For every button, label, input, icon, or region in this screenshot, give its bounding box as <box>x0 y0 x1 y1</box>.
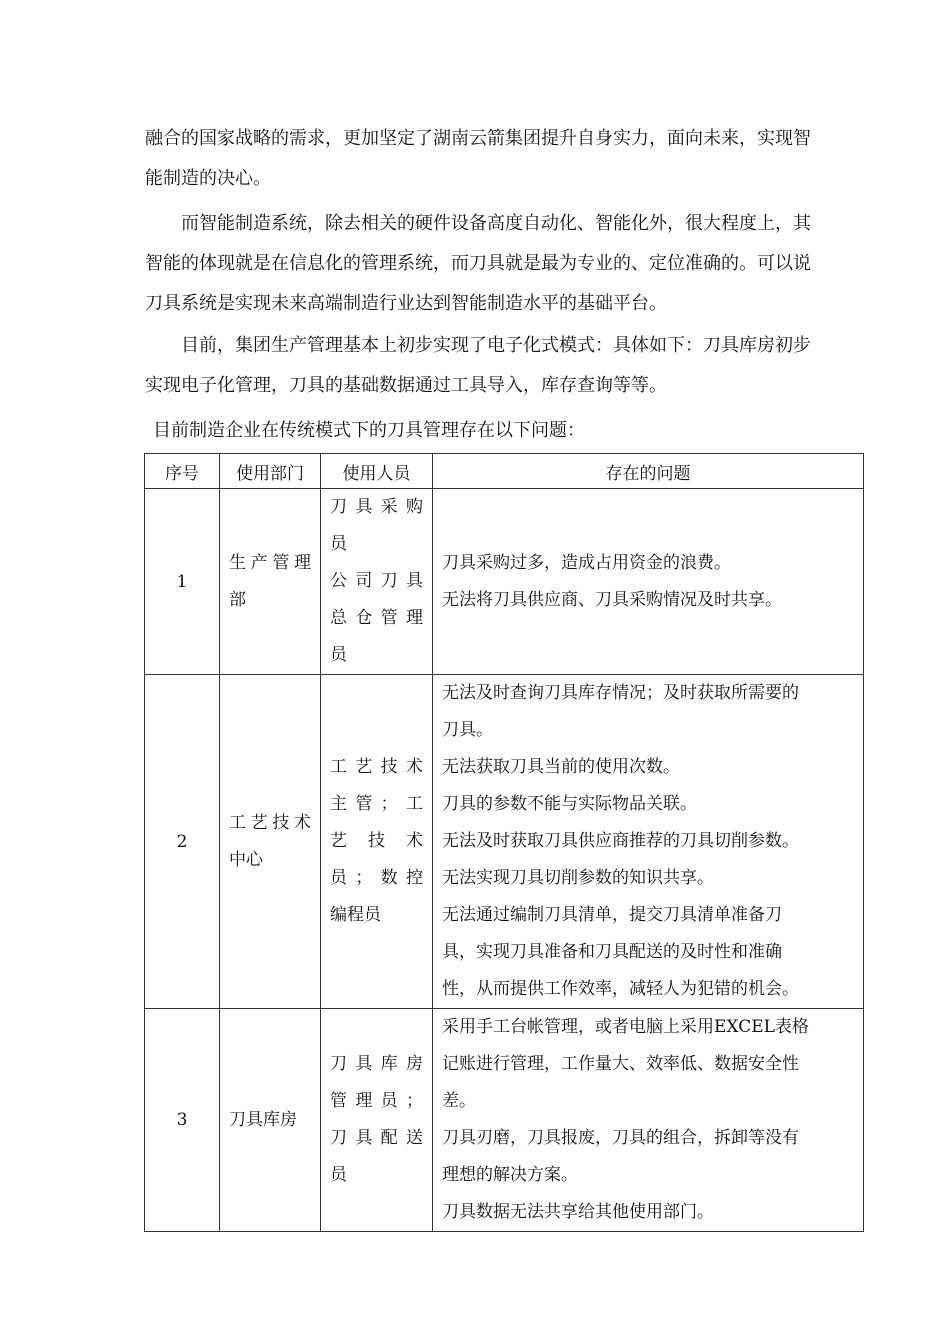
dept-line: 中心 <box>229 849 263 870</box>
issue-line: 刀具的参数不能与实际物品关联。 <box>442 794 697 814</box>
header-users: 使用人员 <box>321 454 433 489</box>
row-dept <box>220 489 321 675</box>
dept-line: 部 <box>229 589 246 610</box>
table-row <box>145 489 864 675</box>
table-row <box>145 1009 864 1232</box>
paragraph-line: 而智能制造系统，除去相关的硬件设备高度自动化、智能化外，很大程度上，其 <box>145 213 811 234</box>
paragraph-line: 融合的国家战略的需求，更加坚定了湖南云箭集团提升自身实力，面向未来，实现智 <box>145 128 811 149</box>
users-line: 员 <box>330 645 347 665</box>
issue-line: 刀具采购过多，造成占用资金的浪费。 <box>442 552 731 573</box>
users-line: 刀具采购 <box>330 497 423 517</box>
issue-line: 无法及时查询刀具库存情况；及时获取所需要的 <box>442 683 799 703</box>
issue-line: 刀具。 <box>442 720 493 740</box>
issue-line: 刀具数据无法共享给其他使用部门。 <box>442 1202 714 1222</box>
issue-line: 差。 <box>442 1091 476 1111</box>
issue-line: 采用手工台帐管理，或者电脑上采用EXCEL表格 <box>442 1017 809 1037</box>
dept-line: 工艺技术 <box>229 812 311 833</box>
paragraph-line: 实现电子化管理，刀具的基础数据通过工具导入，库存查询等等。 <box>145 375 667 396</box>
row-no: 3 <box>145 1009 220 1232</box>
dept-line: 刀具库房 <box>229 1109 297 1130</box>
paragraph-line: 智能的体现就是在信息化的管理系统，而刀具就是最为专业的、定位准确的。可以说 <box>145 253 811 274</box>
row-users <box>321 489 433 675</box>
issue-line: 记账进行管理，工作量大、效率低、数据安全性 <box>442 1054 799 1074</box>
table-caption: 目前制造企业在传统模式下的刀具管理存在以下问题： <box>153 420 585 441</box>
issue-line: 无法通过编制刀具清单，提交刀具清单准备刀 <box>442 905 782 925</box>
table-row <box>145 675 864 1009</box>
users-line: 主管；工 <box>330 794 423 814</box>
issue-line: 无法实现刀具切削参数的知识共享。 <box>442 868 714 888</box>
issue-line: 无法将刀具供应商、刀具采购情况及时共享。 <box>442 589 782 610</box>
row-issues <box>433 675 864 1009</box>
users-line: 工艺技术 <box>330 757 423 777</box>
row-issues <box>433 489 864 675</box>
row-no: 1 <box>145 489 220 675</box>
issue-line: 无法及时获取刀具供应商推荐的刀具切削参数。 <box>442 831 799 851</box>
issue-line: 性，从而提供工作效率，减轻人为犯错的机会。 <box>442 979 799 999</box>
paragraph-2 <box>145 204 865 324</box>
row-dept <box>220 675 321 1009</box>
users-line: 员 <box>330 1165 347 1185</box>
users-line: 编程员 <box>330 905 381 925</box>
users-line: 员 <box>330 534 347 554</box>
row-issues <box>433 1009 864 1232</box>
row-users <box>321 675 433 1009</box>
paragraph-line: 能制造的决心。 <box>145 168 271 189</box>
users-line: 员；数控 <box>330 868 423 888</box>
users-line: 艺 技 术 <box>330 831 423 851</box>
paragraph-line: 刀具系统是实现未来高端制造行业达到智能制造水平的基础平台。 <box>145 293 667 314</box>
issue-line: 刀具刃磨，刀具报废，刀具的组合，拆卸等没有 <box>442 1128 799 1148</box>
users-line: 公司刀具 <box>330 571 423 591</box>
issues-table <box>144 453 864 1232</box>
header-issues: 存在的问题 <box>433 454 864 489</box>
users-line: 刀具配送 <box>330 1128 423 1148</box>
paragraph-3 <box>145 326 865 406</box>
row-users <box>321 1009 433 1232</box>
table-header-row <box>145 454 864 489</box>
users-line: 管理员； <box>330 1091 423 1111</box>
paragraph-1 <box>145 119 865 199</box>
issue-line: 无法获取刀具当前的使用次数。 <box>442 757 680 777</box>
row-no: 2 <box>145 675 220 1009</box>
header-no: 序号 <box>145 454 220 489</box>
dept-line: 生产管理 <box>229 552 311 573</box>
paragraph-line: 目前，集团生产管理基本上初步实现了电子化式模式：具体如下：刀具库房初步 <box>145 335 811 356</box>
row-dept <box>220 1009 321 1232</box>
header-dept: 使用部门 <box>220 454 321 489</box>
issue-line: 理想的解决方案。 <box>442 1165 578 1185</box>
users-line: 刀具库房 <box>330 1054 423 1074</box>
users-line: 总仓管理 <box>330 608 423 628</box>
issue-line: 具，实现刀具准备和刀具配送的及时性和准确 <box>442 942 782 962</box>
